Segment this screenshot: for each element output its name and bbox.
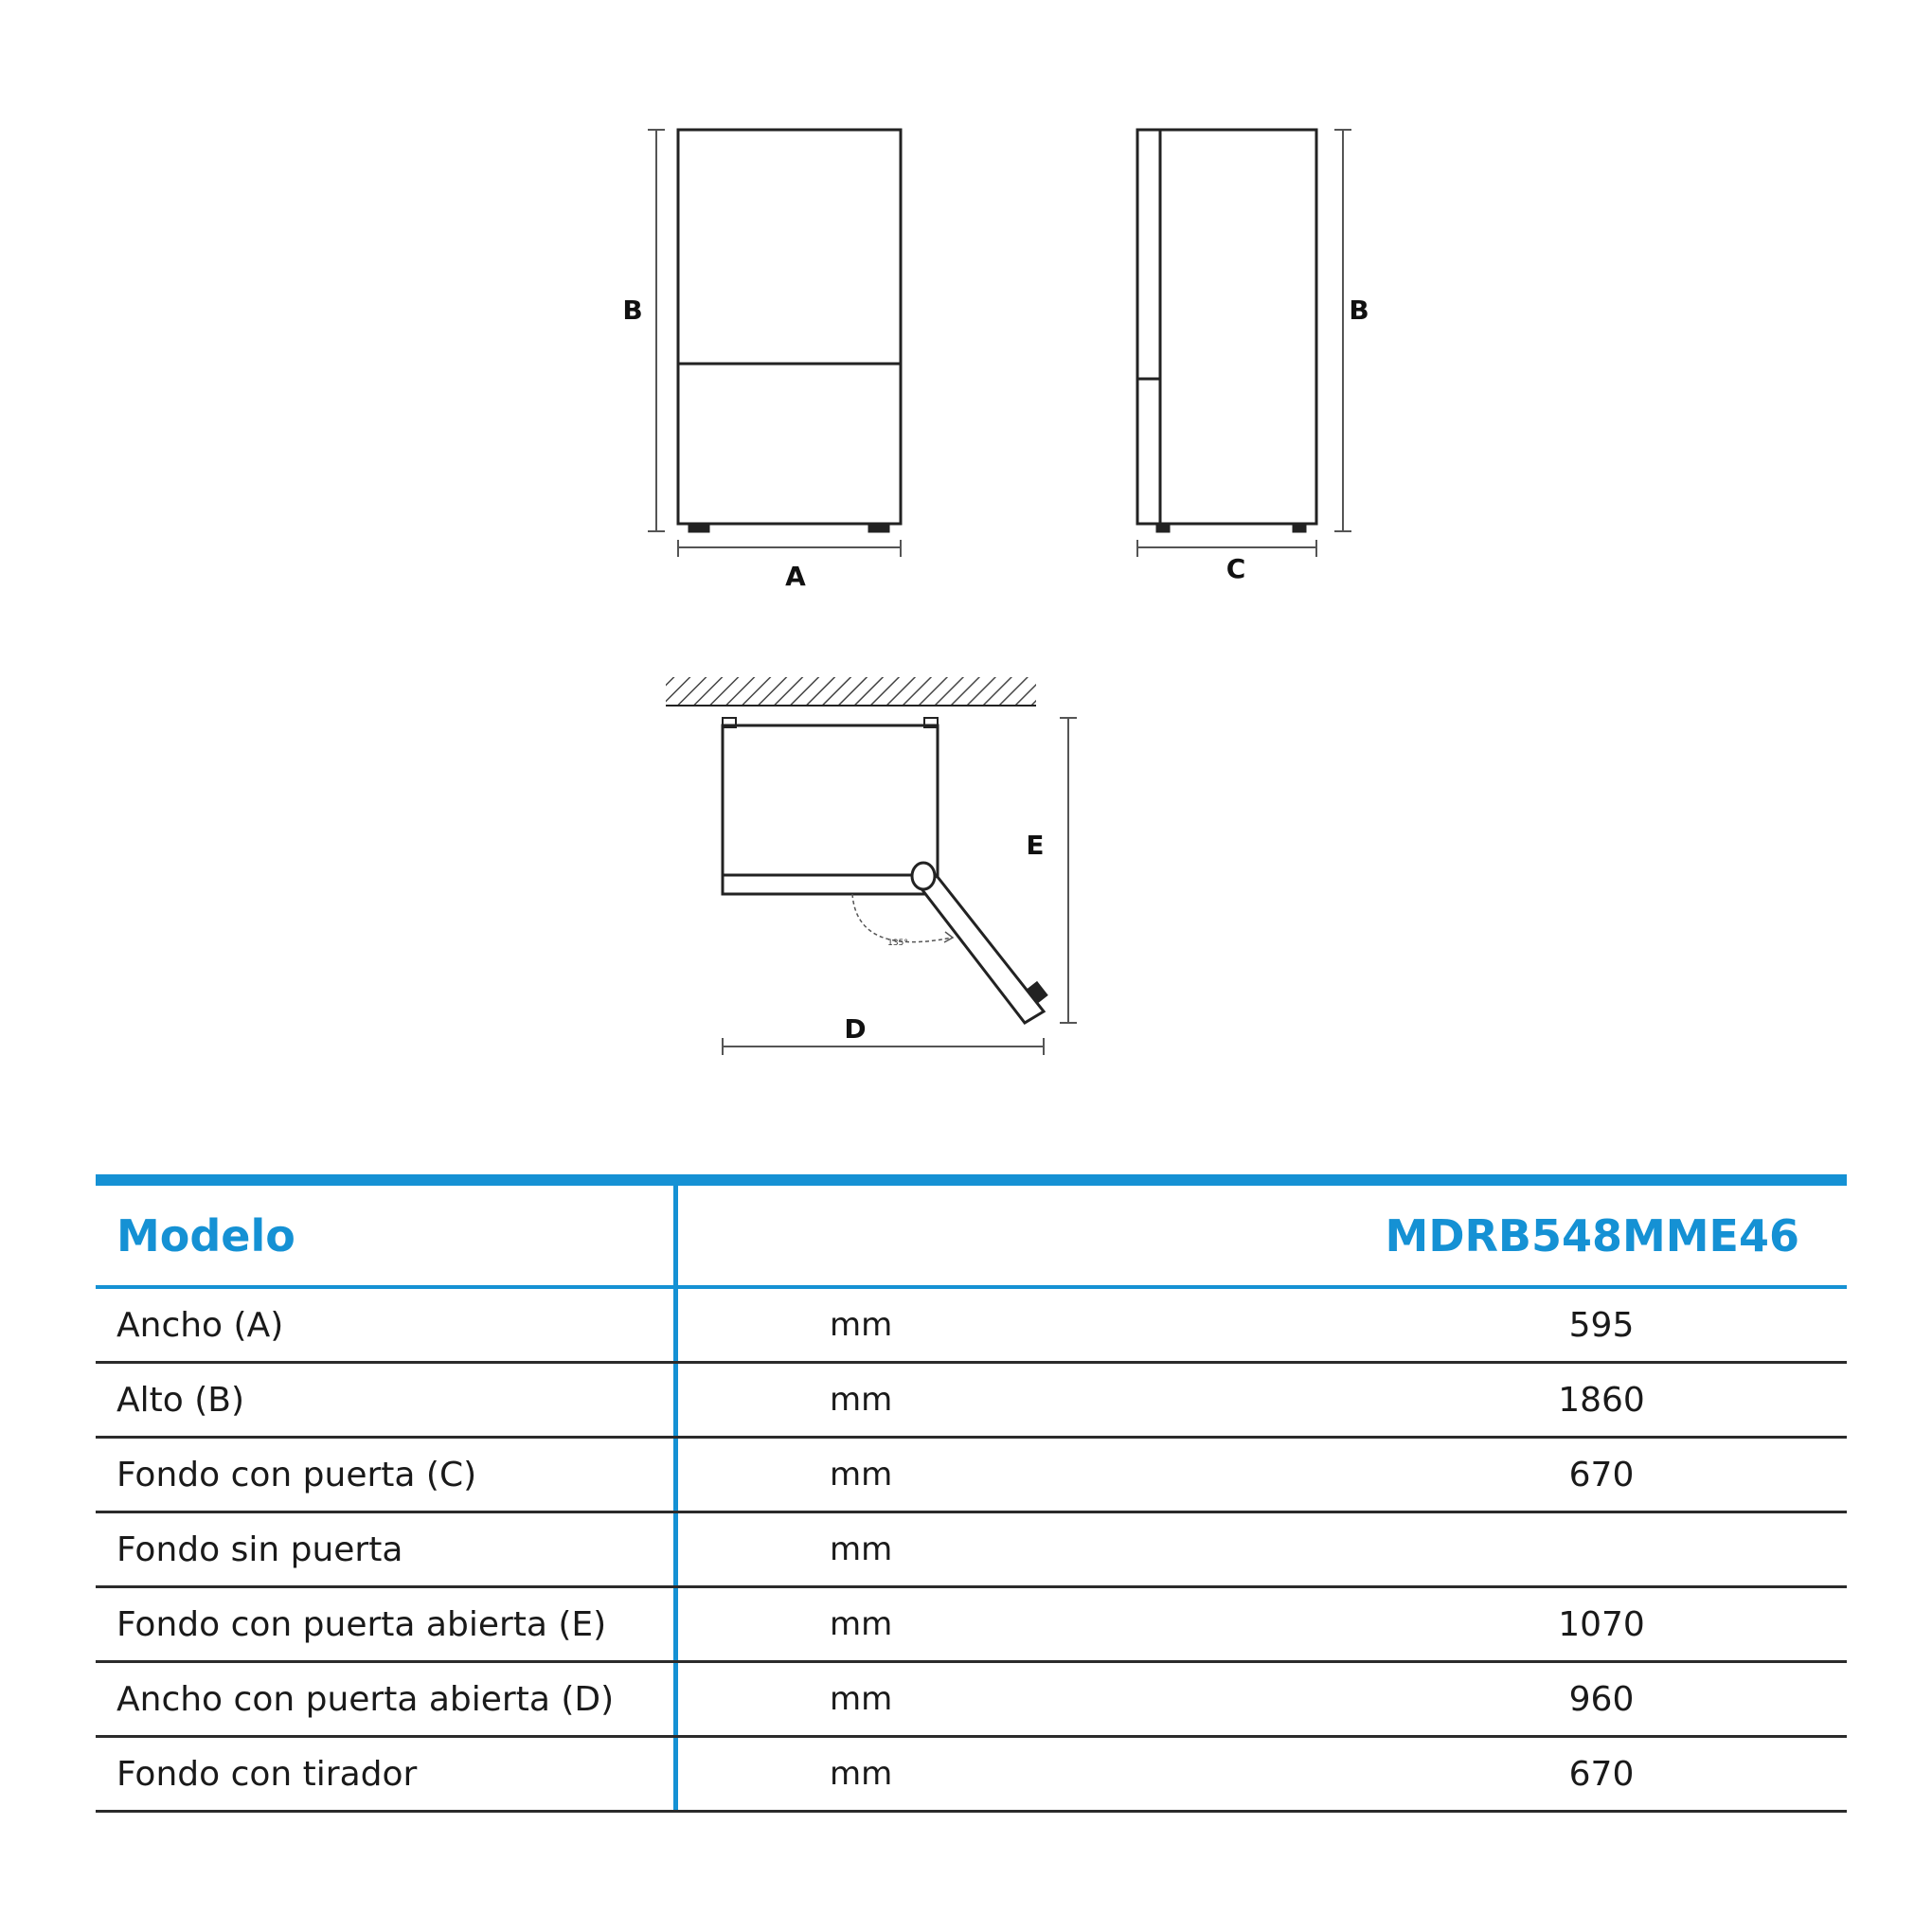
door-angle-label: 135°: [887, 939, 908, 948]
row-label: Fondo con puerta abierta (E): [116, 1604, 607, 1644]
open-depth-dimension: [1060, 718, 1077, 1023]
table-top-rule: [96, 1174, 1847, 1186]
spec-table: [96, 1174, 1847, 1813]
open-depth-label: E: [1026, 830, 1045, 861]
front-height-dimension: [648, 130, 665, 531]
table-row: [96, 1364, 1847, 1439]
column-divider: [673, 1738, 678, 1810]
wall-hatch: [666, 677, 1036, 706]
side-foot-left: [1157, 524, 1169, 531]
front-width-label: A: [785, 561, 806, 592]
table-header-row: [96, 1186, 1847, 1289]
side-depth-label: C: [1225, 553, 1246, 584]
front-height-label: B: [622, 295, 643, 326]
row-unit: mm: [830, 1755, 893, 1793]
front-width-dimension: [678, 540, 901, 557]
side-foot-right: [1294, 524, 1305, 531]
side-view: [1137, 130, 1316, 531]
row-value: 595: [1568, 1305, 1635, 1345]
row-label: Alto (B): [116, 1380, 244, 1420]
side-height-label: B: [1349, 295, 1369, 326]
top-door-closed: [723, 875, 938, 894]
row-value: 1070: [1558, 1604, 1645, 1644]
row-label: Fondo con puerta (C): [116, 1455, 477, 1494]
column-divider: [673, 1513, 678, 1585]
open-width-dimension: [723, 1038, 1044, 1055]
row-label: Ancho (A): [116, 1305, 284, 1345]
table-row: [96, 1513, 1847, 1588]
table-row: [96, 1663, 1847, 1738]
column-divider: [673, 1364, 678, 1436]
row-unit: mm: [830, 1530, 893, 1568]
row-value: 1860: [1558, 1380, 1645, 1420]
top-view: [723, 718, 938, 894]
row-label: Fondo con tirador: [116, 1754, 418, 1794]
row-value: 960: [1568, 1679, 1635, 1719]
row-unit: mm: [830, 1456, 893, 1494]
header-model-label: Modelo: [116, 1209, 295, 1261]
open-width-label: D: [844, 1013, 867, 1045]
front-foot-left: [689, 524, 708, 531]
row-unit: mm: [830, 1381, 893, 1419]
row-value: 670: [1568, 1455, 1635, 1494]
side-height-dimension: [1334, 130, 1351, 531]
column-divider: [673, 1588, 678, 1660]
open-door-hinge: [912, 863, 935, 889]
side-body: [1137, 130, 1316, 524]
row-unit: mm: [830, 1306, 893, 1344]
row-value: 670: [1568, 1754, 1635, 1794]
table-row: [96, 1588, 1847, 1663]
column-divider: [673, 1439, 678, 1511]
front-view: [678, 130, 901, 531]
table-row: [96, 1439, 1847, 1513]
front-body: [678, 130, 901, 524]
header-model-name: MDRB548MME46: [1385, 1209, 1799, 1261]
door-angle-arrow: [944, 932, 953, 942]
row-unit: mm: [830, 1605, 893, 1643]
open-door-panel: [917, 869, 1044, 1023]
open-door: [912, 863, 1046, 1023]
top-body: [723, 725, 938, 875]
column-divider: [673, 1186, 678, 1285]
row-unit: mm: [830, 1680, 893, 1718]
row-label: Ancho con puerta abierta (D): [116, 1679, 615, 1719]
front-foot-right: [869, 524, 888, 531]
row-label: Fondo sin puerta: [116, 1530, 403, 1569]
table-row: [96, 1289, 1847, 1364]
column-divider: [673, 1663, 678, 1735]
column-divider: [673, 1289, 678, 1361]
table-row: [96, 1738, 1847, 1813]
